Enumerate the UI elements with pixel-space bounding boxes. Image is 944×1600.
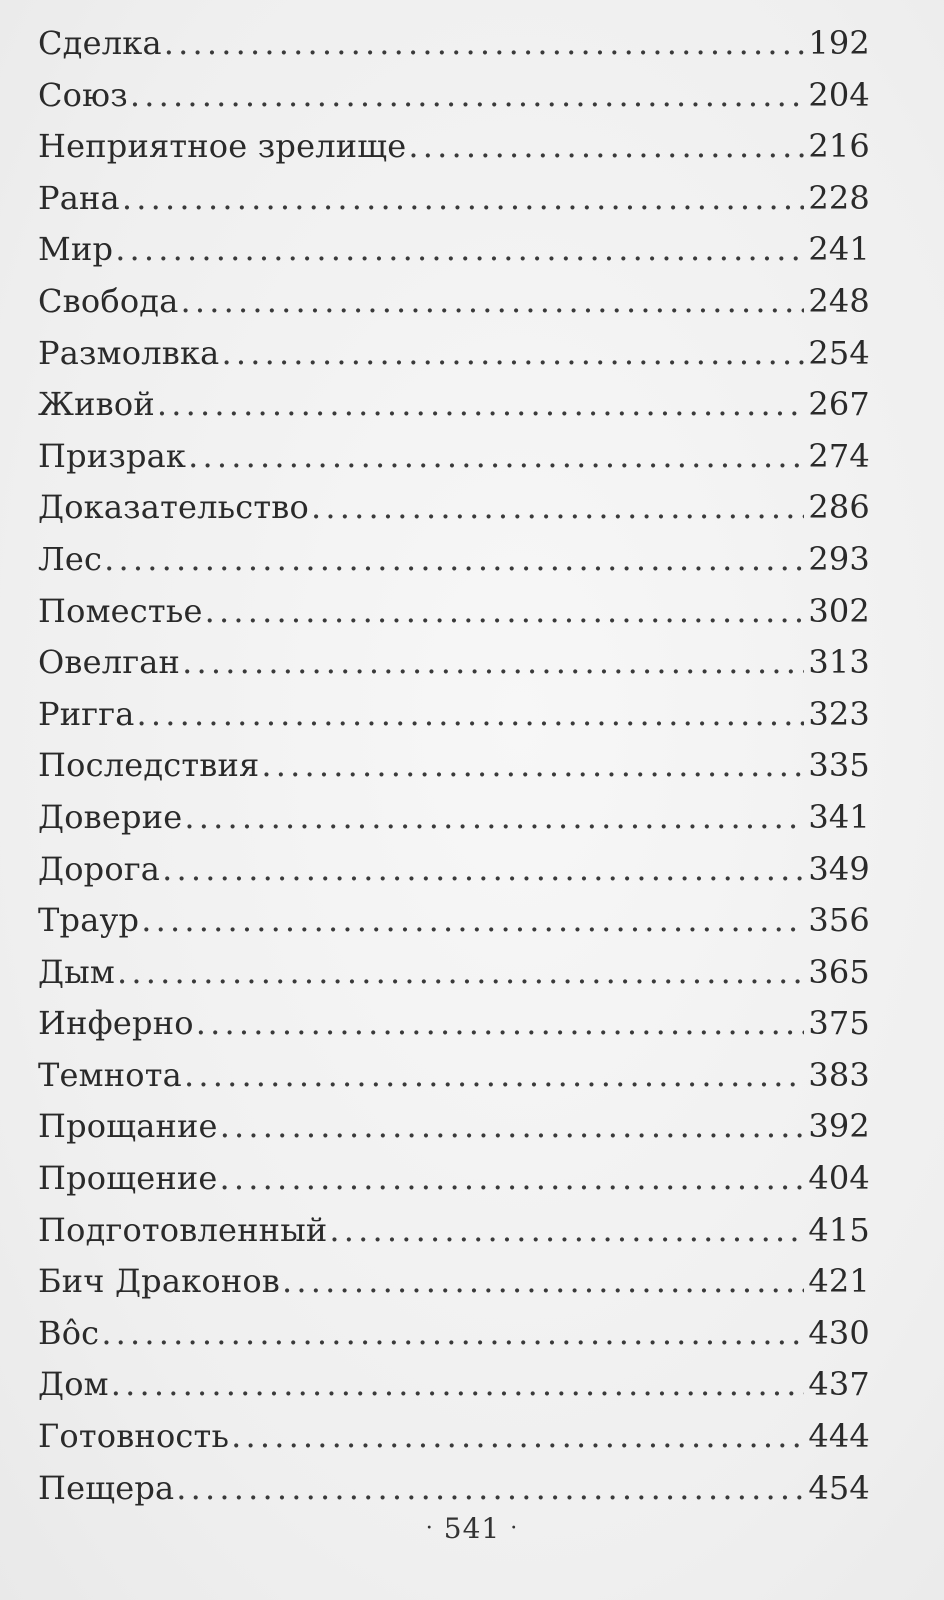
toc-row xyxy=(38,895,870,947)
toc-page-number: 421 xyxy=(808,1262,870,1301)
toc-page-number: 415 xyxy=(808,1210,870,1249)
table-of-contents xyxy=(38,18,870,1514)
toc-row xyxy=(38,947,870,999)
toc-chapter-title: Прощание xyxy=(38,1107,218,1146)
toc-leader-dots xyxy=(221,328,804,380)
toc-row xyxy=(38,121,870,173)
toc-chapter-title: Ригга xyxy=(38,694,135,733)
toc-leader-dots xyxy=(141,895,804,947)
folio-bullet-left: · xyxy=(425,1516,434,1541)
toc-row xyxy=(38,1308,870,1360)
toc-leader-dots xyxy=(182,637,804,689)
toc-leader-dots xyxy=(101,1308,804,1360)
toc-row xyxy=(38,1359,870,1411)
toc-page-number: 216 xyxy=(808,127,870,166)
toc-row xyxy=(38,70,870,122)
toc-page-number: 349 xyxy=(808,849,870,888)
toc-page-number: 365 xyxy=(808,952,870,991)
toc-page-number: 267 xyxy=(808,385,870,424)
toc-row xyxy=(38,534,870,586)
toc-page-number: 356 xyxy=(808,901,870,940)
toc-chapter-title: Живой xyxy=(38,385,155,424)
toc-row xyxy=(38,637,870,689)
toc-chapter-title: Дорога xyxy=(38,849,161,888)
toc-page-number: 204 xyxy=(808,75,870,114)
toc-leader-dots xyxy=(180,276,804,328)
toc-row xyxy=(38,1205,870,1257)
toc-leader-dots xyxy=(162,844,804,896)
toc-leader-dots xyxy=(220,1153,805,1205)
toc-page-number: 335 xyxy=(808,746,870,785)
toc-page-number: 302 xyxy=(808,591,870,630)
toc-leader-dots xyxy=(184,1050,804,1102)
toc-page-number: 286 xyxy=(808,488,870,527)
toc-chapter-title: Дом xyxy=(38,1365,109,1404)
toc-row xyxy=(38,1153,870,1205)
toc-row xyxy=(38,844,870,896)
toc-page-number: 437 xyxy=(808,1365,870,1404)
toc-row xyxy=(38,276,870,328)
toc-leader-dots xyxy=(311,482,804,534)
toc-leader-dots xyxy=(188,431,804,483)
toc-page-number: 375 xyxy=(808,1004,870,1043)
toc-chapter-title: Рана xyxy=(38,178,120,217)
toc-page-number: 313 xyxy=(808,643,870,682)
toc-chapter-title: Призрак xyxy=(38,436,187,475)
toc-leader-dots xyxy=(408,121,804,173)
toc-page-number: 192 xyxy=(808,24,870,62)
toc-leader-dots xyxy=(104,534,804,586)
toc-chapter-title: Пещера xyxy=(38,1468,175,1507)
toc-chapter-title: Вôс xyxy=(38,1313,100,1352)
toc-chapter-title: Траур xyxy=(38,901,140,940)
toc-chapter-title: Союз xyxy=(38,75,128,114)
toc-leader-dots xyxy=(122,173,804,225)
toc-page-number: 454 xyxy=(808,1468,870,1507)
toc-leader-dots xyxy=(115,224,804,276)
folio-page-number: 541 xyxy=(443,1512,501,1545)
toc-page-number: 274 xyxy=(808,436,870,475)
toc-row xyxy=(38,224,870,276)
toc-row xyxy=(38,998,870,1050)
toc-leader-dots xyxy=(329,1205,804,1257)
toc-chapter-title: Прощение xyxy=(38,1159,218,1198)
toc-chapter-title: Сделка xyxy=(38,24,162,62)
toc-chapter-title: Дым xyxy=(38,952,115,991)
toc-row xyxy=(38,689,870,741)
toc-leader-dots xyxy=(282,1256,804,1308)
toc-chapter-title: Доверие xyxy=(38,797,183,836)
toc-leader-dots xyxy=(184,792,804,844)
toc-chapter-title: Подготовленный xyxy=(38,1210,328,1249)
toc-row xyxy=(38,792,870,844)
toc-row xyxy=(38,379,870,431)
toc-leader-dots xyxy=(220,1101,805,1153)
toc-leader-dots xyxy=(117,947,804,999)
toc-leader-dots xyxy=(231,1411,804,1463)
toc-chapter-title: Инферно xyxy=(38,1004,194,1043)
toc-leader-dots xyxy=(261,740,804,792)
toc-page-number: 241 xyxy=(808,230,870,269)
toc-chapter-title: Свобода xyxy=(38,281,179,320)
toc-chapter-title: Неприятное зрелище xyxy=(38,127,407,166)
toc-leader-dots xyxy=(164,18,805,70)
toc-row xyxy=(38,586,870,638)
toc-chapter-title: Мир xyxy=(38,230,114,269)
toc-page-number: 392 xyxy=(808,1107,870,1146)
toc-row xyxy=(38,18,870,70)
toc-leader-dots xyxy=(205,586,805,638)
toc-page-number: 228 xyxy=(808,178,870,217)
toc-page-number: 383 xyxy=(808,1055,870,1094)
toc-page-number: 293 xyxy=(808,539,870,578)
toc-row xyxy=(38,173,870,225)
toc-chapter-title: Овелган xyxy=(38,643,181,682)
toc-row xyxy=(38,1101,870,1153)
toc-row xyxy=(38,482,870,534)
toc-leader-dots xyxy=(130,70,804,122)
toc-chapter-title: Доказательство xyxy=(38,488,309,527)
page-folio xyxy=(0,1512,944,1545)
toc-chapter-title: Размолвка xyxy=(38,333,220,372)
toc-row xyxy=(38,1463,870,1515)
toc-leader-dots xyxy=(111,1359,805,1411)
toc-page-number: 404 xyxy=(808,1159,870,1198)
toc-chapter-title: Бич Драконов xyxy=(38,1262,281,1301)
toc-chapter-title: Готовность xyxy=(38,1417,230,1456)
folio-bullet-right: · xyxy=(510,1516,519,1541)
toc-leader-dots xyxy=(157,379,804,431)
toc-leader-dots xyxy=(176,1463,804,1515)
toc-row xyxy=(38,1411,870,1463)
toc-page-number: 248 xyxy=(808,281,870,320)
toc-row xyxy=(38,431,870,483)
toc-page-number: 444 xyxy=(808,1417,870,1456)
toc-leader-dots xyxy=(196,998,805,1050)
toc-chapter-title: Темнота xyxy=(38,1055,182,1094)
toc-row xyxy=(38,328,870,380)
toc-row xyxy=(38,1256,870,1308)
toc-row xyxy=(38,740,870,792)
toc-chapter-title: Поместье xyxy=(38,591,203,630)
toc-page-number: 430 xyxy=(808,1313,870,1352)
toc-page-number: 341 xyxy=(808,797,870,836)
toc-chapter-title: Лес xyxy=(38,539,103,578)
toc-chapter-title: Последствия xyxy=(38,746,260,785)
toc-row xyxy=(38,1050,870,1102)
toc-leader-dots xyxy=(136,689,804,741)
toc-page-number: 254 xyxy=(808,333,870,372)
toc-page-number: 323 xyxy=(808,694,870,733)
